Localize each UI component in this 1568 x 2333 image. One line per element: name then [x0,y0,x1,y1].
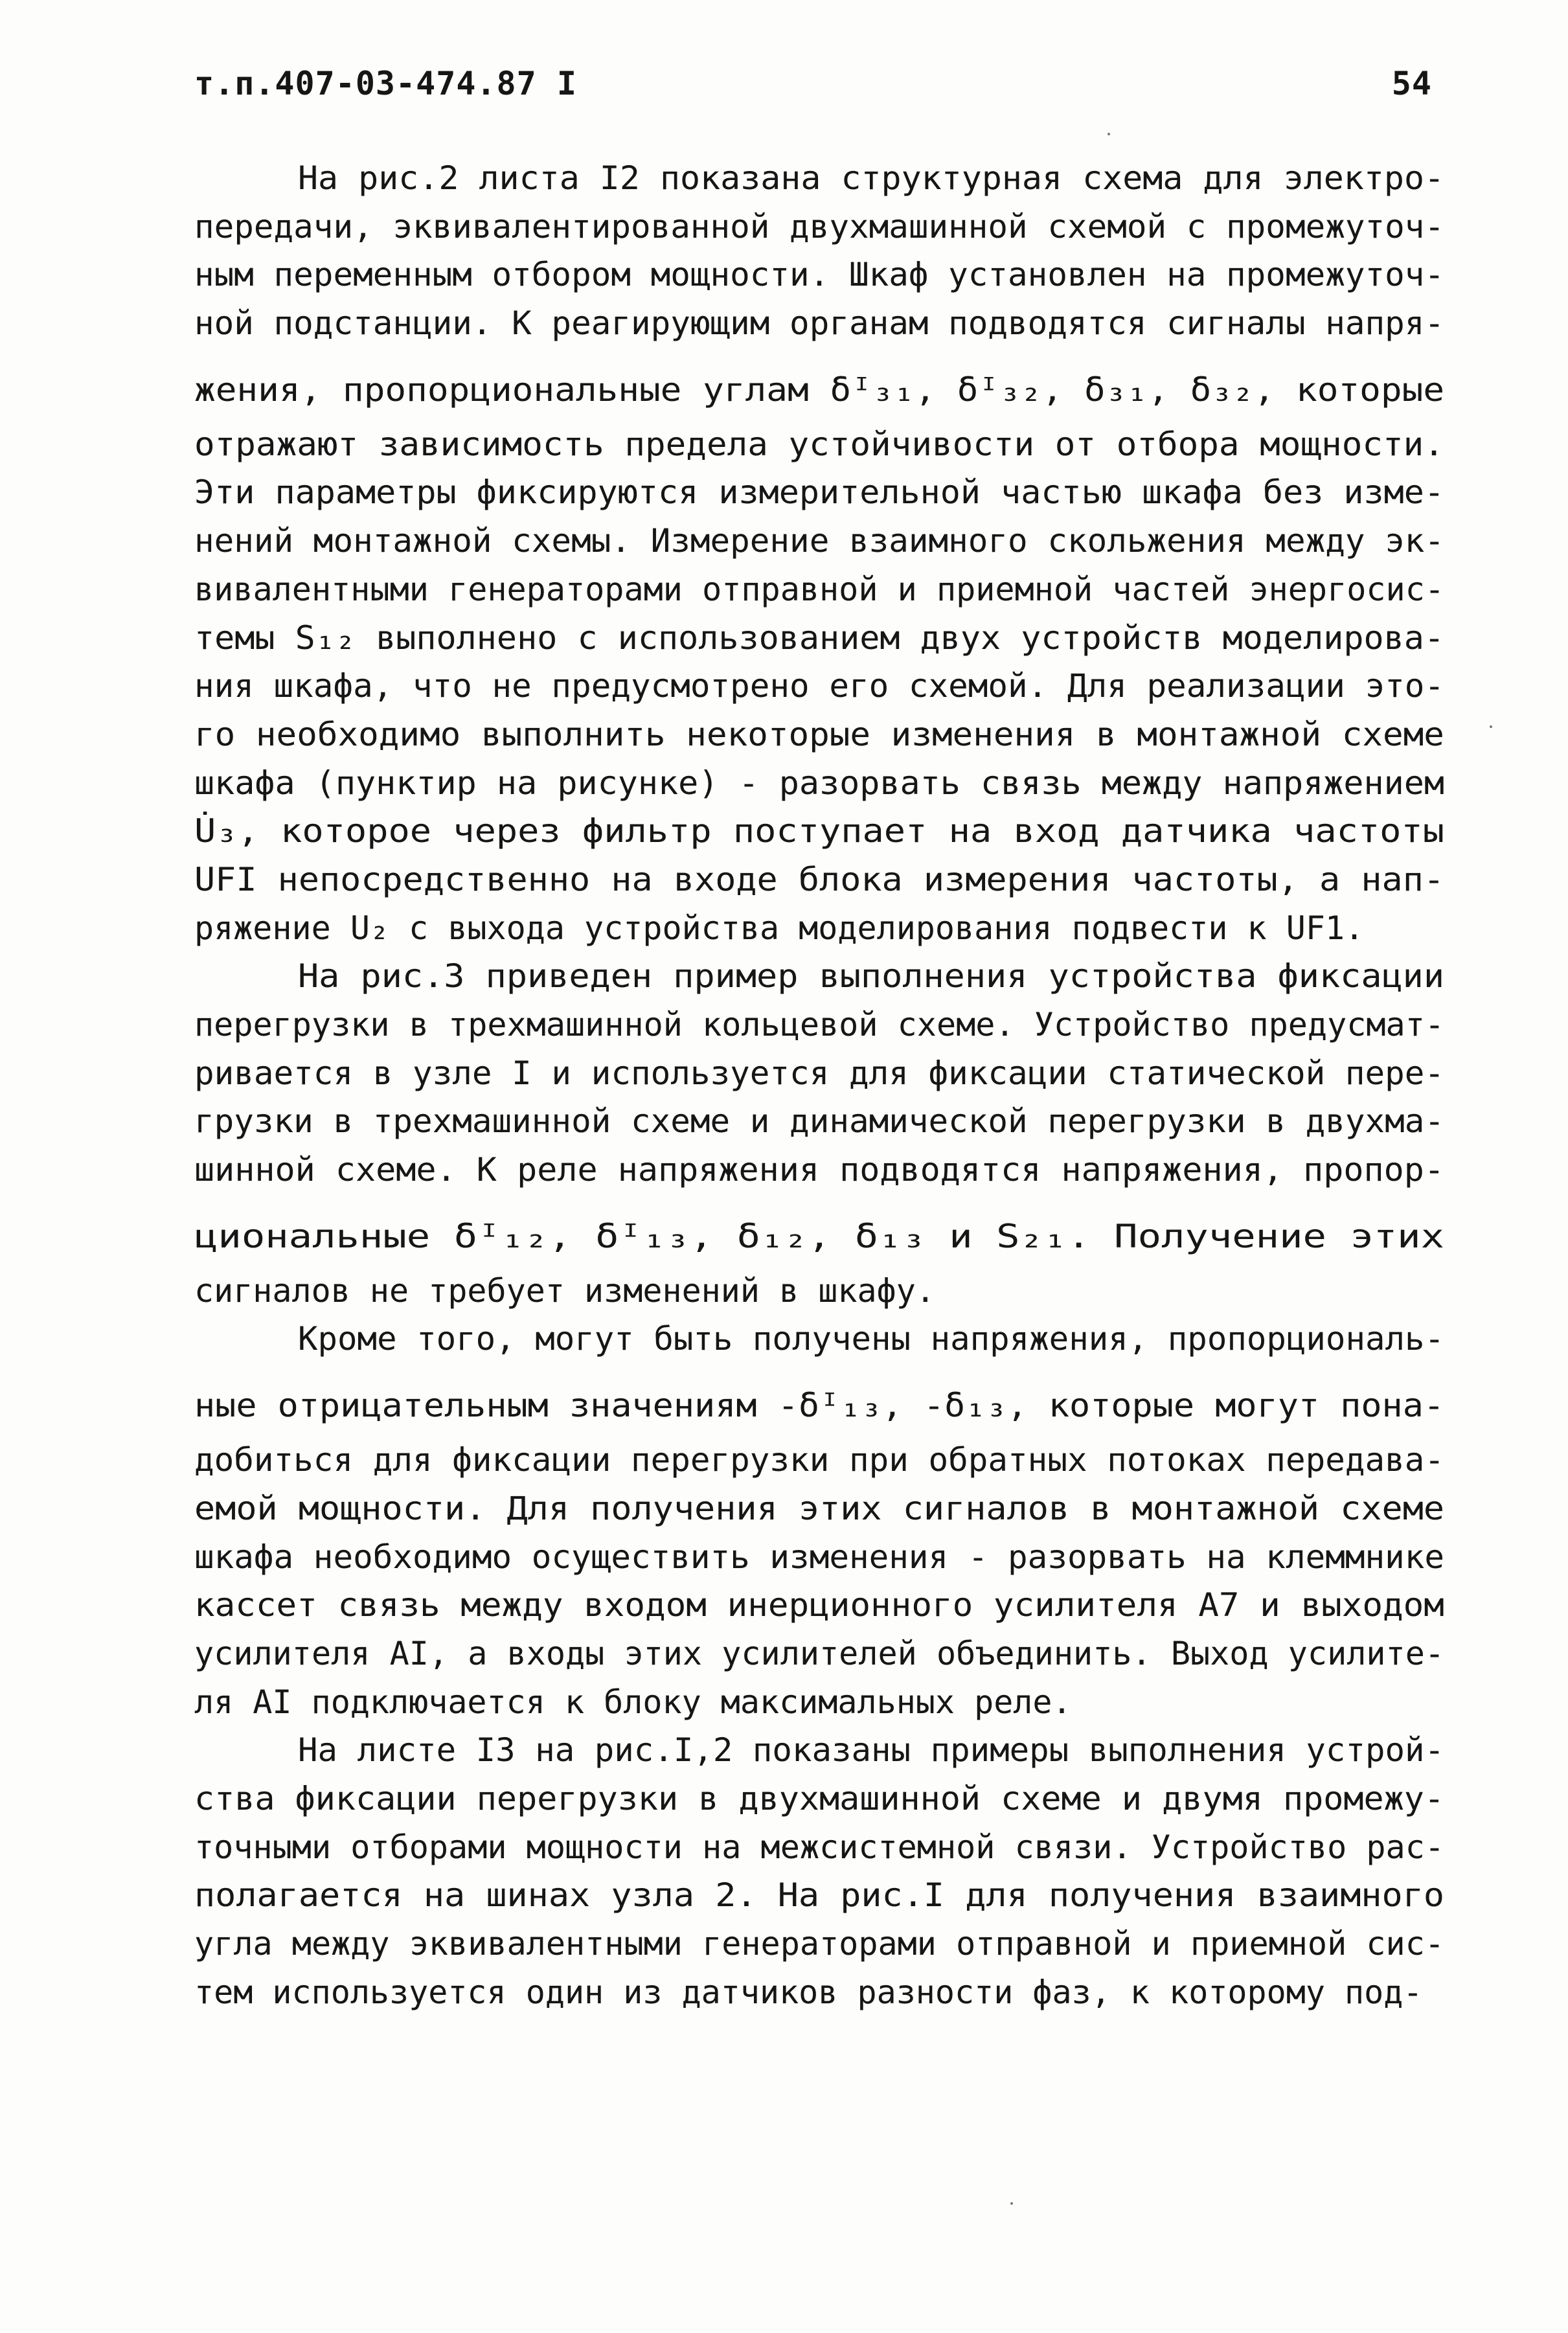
text-line-content: циональные δᴵ₁₂, δᴵ₁₃, δ₁₂, δ₁₃ и S₂₁. Получение этих [194,1217,1445,1255]
text-line-content: передачи, эквивалентированной двухмашинной схемой с промежуточ- [194,207,1445,245]
body-text [194,154,1444,2016]
text-line-content: На листе I3 на рис.I,2 показаны примеры выполнения устрой- [298,1731,1445,1770]
text-line-content: го необходимо выполнить некоторые изменения в монтажной схеме [194,715,1444,753]
text-line-content: На рис.2 листа I2 показана структурная схема для электро- [298,159,1445,197]
text-line [194,1630,1444,1678]
text-line-content: ные отрицательным значениям -δᴵ₁₃, -δ₁₃, которые могут пона- [194,1387,1445,1425]
text-line-content: грузки в трехмашинной схеме и динамической перегрузки в двухма- [194,1102,1445,1141]
text-line-content: темы S₁₂ выполнено с использованием двух устройств моделирова- [194,619,1445,657]
text-line [194,1533,1444,1582]
text-line [194,711,1444,759]
text-line [194,468,1444,517]
text-line-content: вивалентными генераторами отправной и приемной частей энергосис- [194,570,1445,608]
text-line-content: кассет связь между входом инерционного усилителя А7 и выходом [194,1586,1444,1624]
text-line [194,1049,1444,1098]
text-line-content: ной подстанции. К реагирующим органам подводятся сигналы напря- [194,304,1445,343]
text-line [194,1823,1444,1872]
text-line [194,856,1444,904]
text-line [194,154,1444,203]
text-line [194,952,1444,1001]
text-line-content: шкафа (пунктир на рисунке) - разорвать связь между напряжением [194,764,1445,802]
scan-speck [1490,725,1492,728]
text-line [194,1726,1444,1775]
text-line-content: ства фиксации перегрузки в двухмашинной схеме и двумя промежу- [194,1779,1445,1817]
text-line [194,1315,1444,1363]
text-line [194,1968,1444,2017]
text-line-content: добиться для фиксации перегрузки при обратных потоках передава- [194,1441,1445,1479]
text-line [194,662,1444,711]
text-line [194,1871,1444,1920]
text-line [194,1920,1444,1968]
text-line [194,759,1444,808]
text-line [194,1581,1444,1630]
text-line-content: шинной схеме. К реле напряжения подводятся напряжения, пропор- [194,1151,1445,1189]
text-line [194,251,1444,299]
text-line [194,1678,1444,1727]
text-line-content: нений монтажной схемы. Измерение взаимного скольжения между эк- [194,522,1445,560]
scan-speck [1010,2202,1013,2205]
text-line-content: ривается в узле I и используется для фиксации статической пере- [194,1054,1445,1092]
text-line-content: Эти параметры фиксируются измерительной частью шкафа без изме- [194,473,1445,512]
document-code: т.п.407-03-474.87 I [194,65,577,102]
text-line-content: На рис.3 приведен пример выполнения устройства фиксации [298,957,1445,996]
text-line-content: ряжение U₂ с выхода устройства моделирования подвести к UF1. [194,909,1365,947]
text-line-content: ля AI подключается к блоку максимальных реле. [194,1683,1072,1721]
text-line [194,904,1444,953]
text-line-content: шкафа необходимо осуществить изменения - разорвать на клеммнике [194,1538,1445,1576]
text-line [194,517,1444,565]
text-line [194,1001,1444,1049]
text-line-content: угла между эквивалентными генераторами отправной и приемной сис- [194,1925,1445,1963]
text-line-content: UFI непосредственно на входе блока измерения частоты, а нап- [194,860,1445,898]
text-line [194,1485,1444,1533]
text-line-content: усилителя AI, а входы этих усилителей объединить. Выход усилите- [194,1634,1445,1672]
text-line-content: отражают зависимость предела устойчивости от отбора мощности. [194,425,1444,463]
text-line-content: жения, пропорциональные углам δᴵ₃₁, δᴵ₃₂, δ₃₁, δ₃₂, которые [194,370,1445,409]
text-line-content: Кроме того, могут быть получены напряжения, пропорциональ- [298,1320,1445,1358]
scan-speck [1108,133,1110,135]
text-line-content: ным переменным отбором мощности. Шкаф установлен на промежуточ- [194,256,1445,294]
text-line [194,1775,1444,1823]
text-line [194,1363,1444,1436]
text-line-content: точными отборами мощности на межсистемной связи. Устройство рас- [194,1828,1445,1866]
text-line-content: перегрузки в трехмашинной кольцевой схеме. Устройство предусмат- [194,1006,1445,1043]
text-line [194,614,1444,663]
text-line-content: полагается на шинах узла 2. На рис.I для получения взаимного [194,1876,1445,1915]
text-line-content: ния шкафа, что не предусмотрено его схемой. Для реализации это- [194,667,1445,705]
text-line [194,420,1444,469]
page-number: 54 [1391,65,1432,102]
text-line [194,1436,1444,1485]
text-line [194,203,1444,251]
text-line [194,1097,1444,1146]
text-line [194,565,1444,614]
text-line-content: U̇₃, которое через фильтр поступает на вход датчика частоты [194,812,1444,850]
text-line-content: емой мощности. Для получения этих сигналов в монтажной схеме [194,1489,1445,1527]
text-line [194,807,1444,856]
text-line-content: тем используется один из датчиков разности фаз, к которому под- [194,1973,1423,2011]
text-line [194,1146,1444,1194]
text-line-content: сигналов не требует изменений в шкафу. [194,1271,935,1310]
text-line [194,1194,1444,1267]
text-line [194,299,1444,348]
text-line [194,348,1444,420]
